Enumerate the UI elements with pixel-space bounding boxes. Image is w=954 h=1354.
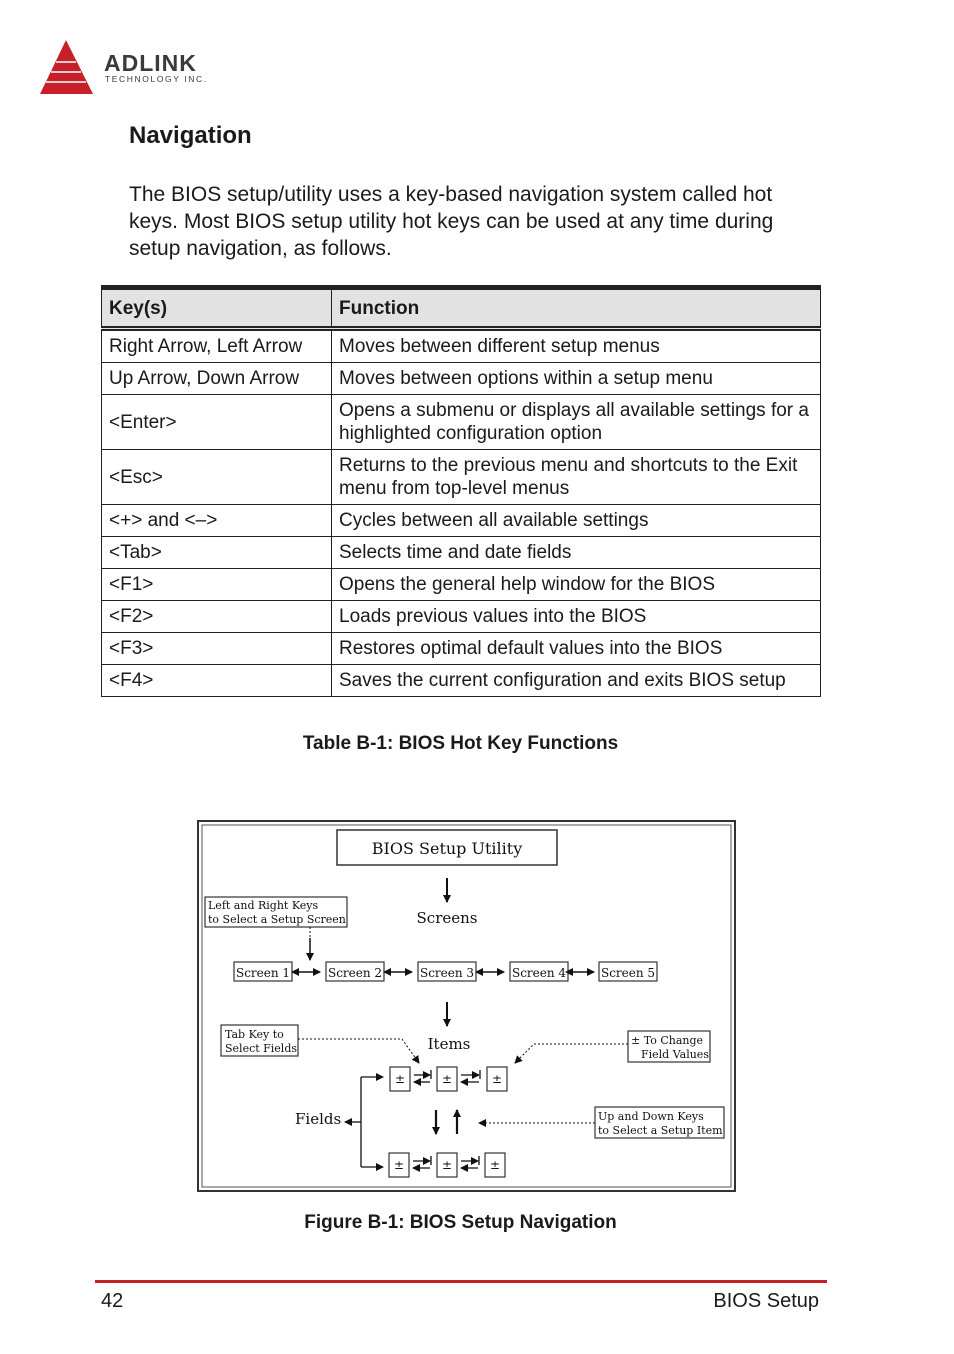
table-row [102,633,821,665]
screen-label: Screen 2 [327,966,383,980]
fields-label: Fields [295,1110,342,1128]
note-left-right-line2: to Select a Setup Screen [208,913,346,926]
function-cell: Opens the general help window for the BIOS [332,569,821,601]
table-row [102,537,821,569]
function-cell: Moves between different setup menus [332,329,821,363]
table-caption: Table B-1: BIOS Hot Key Functions [302,733,619,754]
note-left-right-line1: Left and Right Keys [208,899,319,912]
diagram-title: BIOS Setup Utility [371,839,523,858]
function-cell: Moves between options within a setup menu [332,363,821,395]
key-cell: <F3> [102,633,332,665]
key-cell: <Esc> [102,450,332,505]
plusminus-icon: ± [441,1158,453,1172]
key-cell: <Tab> [102,537,332,569]
plusminus-icon: ± [489,1158,501,1172]
table-row [102,450,821,505]
table-row [102,569,821,601]
table-row [102,395,821,450]
key-cell: Right Arrow, Left Arrow [102,329,332,363]
plusminus-icon: ± [393,1158,405,1172]
screen-label: Screen 1 [235,966,291,980]
function-cell: Restores optimal default values into the BIOS [332,633,821,665]
table-row [102,665,821,697]
key-cell: Up Arrow, Down Arrow [102,363,332,395]
note-tab-line2: Select Fields [225,1042,298,1055]
table-header-row [102,288,821,329]
function-cell: Loads previous values into the BIOS [332,601,821,633]
plusminus-icon: ± [441,1072,453,1086]
adlink-logo [38,38,238,100]
adlink-triangle-icon [38,38,100,100]
note-updown-line1: Up and Down Keys [598,1110,704,1123]
key-cell: <F2> [102,601,332,633]
footer-section-title: BIOS Setup [713,1290,819,1312]
note-change-line2: Field Values [641,1048,709,1061]
hotkey-table [101,285,821,697]
intro-paragraph: The BIOS setup/utility uses a key-based navigation system called hot keys. Most BIOS setup utility hot keys can be used at any time during setup navigation, as follows. [129,183,774,260]
key-cell: <F1> [102,569,332,601]
plusminus-icon: ± [491,1072,503,1086]
navigation-diagram [197,820,736,1192]
screen-label: Screen 3 [419,966,475,980]
plusminus-icon: ± [394,1072,406,1086]
logo-wordmark: ADLINK [104,50,197,76]
figure-caption: Figure B-1: BIOS Setup Navigation [304,1212,617,1233]
table-row [102,329,821,363]
header-function: Function [332,288,821,329]
footer-divider [95,1280,827,1283]
key-cell: <+> and <–> [102,505,332,537]
table-row [102,363,821,395]
note-tab-line1: Tab Key to [225,1028,284,1041]
note-change-line1: ± To Change [631,1034,704,1047]
function-cell: Selects time and date fields [332,537,821,569]
function-cell: Saves the current configuration and exits BIOS setup [332,665,821,697]
table-row [102,505,821,537]
page-number: 42 [101,1290,124,1312]
function-cell: Cycles between all available settings [332,505,821,537]
note-updown-line2: to Select a Setup Item [598,1124,723,1137]
screen-label: Screen 4 [511,966,567,980]
function-cell: Opens a submenu or displays all available settings for a highlighted configuration option [332,395,821,450]
items-label: Items [427,1035,471,1053]
screen-label: Screen 5 [600,966,656,980]
screens-label: Screens [416,909,478,927]
header-keys: Key(s) [102,288,332,329]
key-cell: <F4> [102,665,332,697]
key-cell: <Enter> [102,395,332,450]
table-row [102,601,821,633]
function-cell: Returns to the previous menu and shortcuts to the Exit menu from top-level menus [332,450,821,505]
section-title: Navigation [129,122,252,149]
logo-subtitle: TECHNOLOGY INC. [105,74,208,84]
